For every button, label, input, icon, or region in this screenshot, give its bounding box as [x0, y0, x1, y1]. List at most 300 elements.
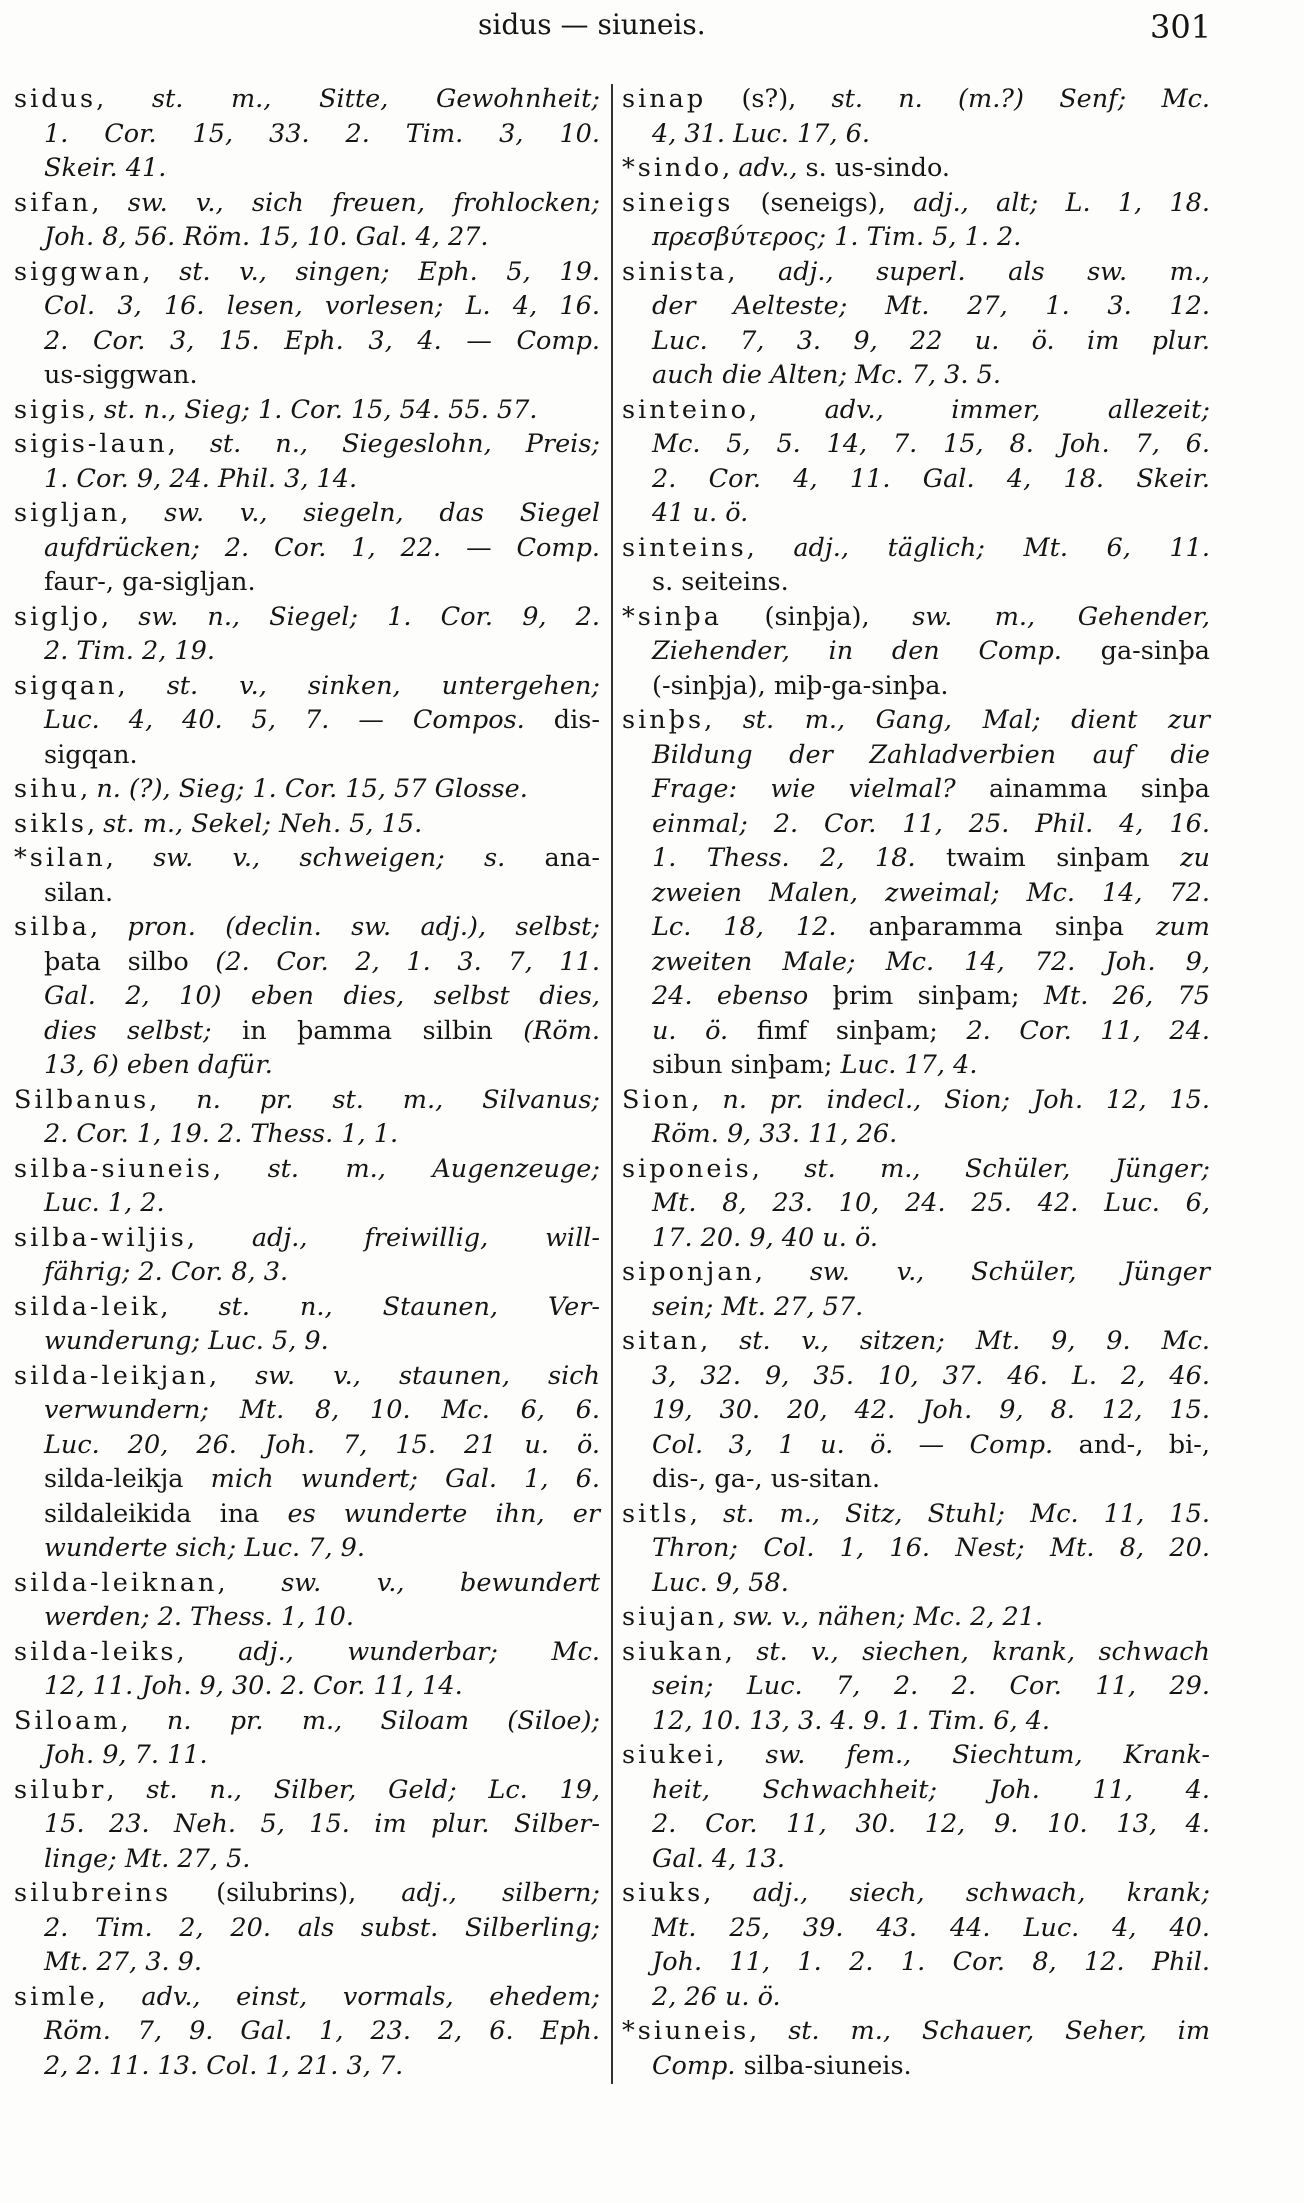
italic-text: 2, 26 u. ö.: [652, 1981, 781, 2012]
italic-text: Gal. 2, 10) eben dies, selbst dies,: [44, 981, 600, 1011]
dictionary-entry: [14, 669, 600, 773]
entry-line: [622, 117, 1210, 152]
entry-line: [14, 255, 600, 290]
italic-text: zweien Malen, zweimal; Mc. 14, 72.: [652, 877, 1210, 908]
italic-text: n. pr. m., Siloam (Siloe);: [166, 1705, 600, 1736]
entry-line: [622, 1635, 1210, 1670]
roman-text: ,: [186, 1222, 252, 1253]
entry-line: [622, 2049, 1210, 2084]
italic-text: Luc. 1, 2.: [44, 1188, 165, 1218]
roman-text: sigqan.: [44, 739, 138, 770]
entry-line: [622, 289, 1210, 324]
dictionary-entry: [622, 531, 1210, 600]
entry-line: [622, 1324, 1210, 1359]
italic-text: 2. Cor. 11, 24.: [966, 1015, 1210, 1046]
entry-line: [622, 772, 1210, 807]
italic-text: aufdrücken; 2. Cor. 1, 22. — Comp.: [44, 532, 600, 563]
italic-text: 17. 20. 9, 40 u. ö.: [652, 1222, 878, 1253]
roman-text: sildaleikida ina: [44, 1498, 288, 1529]
italic-text: sw. fem., Siechtum, Krank-: [765, 1740, 1210, 1770]
entry-line: [622, 2014, 1210, 2049]
italic-text: Col. 3, 16. lesen, vorlesen; L. 4, 16.: [44, 291, 600, 321]
dictionary-entry: [14, 772, 600, 807]
italic-text: auch die Alten; Mc. 7, 3. 5.: [652, 360, 1001, 390]
entry-line: [14, 565, 600, 600]
running-header: sidus — siuneis.: [478, 8, 706, 41]
italic-text: n. (?), Sieg; 1. Cor. 15, 57 Glosse.: [96, 774, 528, 804]
roman-text: ,: [96, 84, 152, 114]
entry-line: [622, 1773, 1210, 1808]
entry-line: [622, 1531, 1210, 1566]
headword: sihu: [14, 774, 81, 804]
roman-text: ,: [703, 1878, 753, 1908]
entry-line: [14, 393, 600, 428]
entry-line: [622, 1842, 1210, 1877]
entry-line: [14, 1600, 600, 1635]
dictionary-entry: [622, 1255, 1210, 1324]
roman-text: (seneigs),: [733, 187, 914, 218]
italic-text: Frage: wie vielmal?: [652, 774, 956, 804]
italic-text: 12, 11. Joh. 9, 30. 2. Cor. 11, 14.: [44, 1671, 463, 1701]
dictionary-entry: [14, 1635, 600, 1704]
italic-text: Bildung der Zahladverbien auf die: [652, 739, 1210, 770]
headword: *siuneis: [622, 2016, 750, 2046]
italic-text: adj., superl. als sw. m.,: [778, 256, 1210, 287]
entry-line: [622, 1186, 1210, 1221]
entry-line: [622, 979, 1210, 1014]
italic-text: sw. v., nähen; Mc. 2, 21.: [733, 1602, 1044, 1632]
italic-text: 2, 2. 11. 13. Col. 1, 21. 3, 7.: [44, 2050, 404, 2081]
roman-text: (sinþja),: [721, 601, 913, 632]
italic-text: 1. Cor. 15, 33. 2. Tim. 3, 10.: [44, 118, 600, 149]
entry-line: [622, 496, 1210, 531]
dictionary-entry: [622, 1635, 1210, 1739]
entry-line: [622, 255, 1210, 290]
entry-line: [622, 462, 1210, 497]
roman-text: ,: [208, 1360, 256, 1391]
right-column: [622, 82, 1210, 2083]
italic-text: zu: [1180, 843, 1210, 873]
italic-text: 24. ebenso: [652, 981, 809, 1011]
dictionary-entry: [14, 186, 600, 255]
entry-line: [14, 1393, 600, 1428]
headword: siukei: [622, 1740, 717, 1770]
entry-line: [622, 1221, 1210, 1256]
italic-text: sw. n., Siegel; 1. Cor. 9, 2.: [138, 601, 601, 632]
entry-line: [14, 1704, 600, 1739]
dictionary-entry: [622, 1876, 1210, 2014]
roman-text: ,: [700, 1326, 740, 1356]
entry-line: [622, 1014, 1210, 1049]
entry-line: [14, 634, 600, 669]
roman-text: dis-, ga-, us-sitan.: [652, 1464, 881, 1494]
entry-line: [14, 910, 600, 945]
column-divider: [611, 84, 613, 2084]
entry-line: [14, 2049, 600, 2084]
headword: sitls: [622, 1498, 690, 1529]
italic-text: mich wundert; Gal. 1, 6.: [210, 1464, 600, 1494]
italic-text: 2. Cor. 11, 30. 12, 9. 10. 13, 4.: [652, 1809, 1210, 1839]
dictionary-entry: [622, 703, 1210, 1083]
entry-line: [14, 979, 600, 1014]
roman-text: ,: [746, 532, 794, 563]
italic-text: st. n., Staunen, Ver-: [218, 1291, 600, 1322]
entry-line: [14, 600, 600, 635]
italic-text: Lc. 18, 12.: [652, 912, 837, 942]
page-number: 301: [1150, 8, 1212, 46]
italic-text: Col. 3, 1 u. ö. — Comp.: [652, 1429, 1054, 1460]
entry-line: [622, 1911, 1210, 1946]
italic-text: n. pr. st. m., Silvanus;: [196, 1084, 600, 1115]
entry-line: [14, 427, 600, 462]
headword: sinþs: [622, 705, 705, 735]
italic-text: sw. v., schweigen; s.: [153, 843, 506, 873]
entry-line: [622, 1738, 1210, 1773]
headword: sitan: [622, 1326, 701, 1356]
headword: silba: [14, 912, 90, 942]
italic-text: 3, 32. 9, 35. 10, 37. 46. L. 2, 46.: [652, 1360, 1210, 1391]
headword: siponjan: [622, 1257, 755, 1287]
roman-text: anþaramma sinþa: [836, 912, 1156, 942]
italic-text: 13, 6) eben dafür.: [44, 1050, 273, 1080]
dictionary-entry: [14, 841, 600, 910]
italic-text: Luc. 4, 40. 5, 7. — Compos.: [44, 705, 525, 735]
dictionary-entry: [14, 82, 600, 186]
entry-line: [14, 324, 600, 359]
headword: *silan: [14, 843, 106, 873]
roman-text: silan.: [44, 877, 114, 908]
dictionary-entry: [14, 1773, 600, 1877]
entry-line: [622, 1462, 1210, 1497]
entry-line: [14, 1635, 600, 1670]
italic-text: 2. Cor. 4, 11. Gal. 4, 18. Skeir.: [652, 463, 1210, 494]
italic-text: Luc. 20, 26. Joh. 7, 15. 21 u. ö.: [44, 1429, 600, 1460]
italic-text: zum: [1155, 912, 1210, 942]
roman-text: ,: [751, 1153, 805, 1184]
entry-line: [14, 82, 600, 117]
entry-line: [14, 1359, 600, 1394]
entry-line: [14, 807, 600, 842]
dictionary-entry: [14, 600, 600, 669]
headword: sinista: [622, 256, 728, 287]
entry-line: [622, 186, 1210, 221]
entry-line: [14, 1911, 600, 1946]
italic-text: st. n., Silber, Geld; Lc. 19,: [146, 1774, 600, 1805]
dictionary-entry: [622, 186, 1210, 255]
dictionary-entry: [622, 1324, 1210, 1497]
roman-text: (-sinþja), miþ-ga-sinþa.: [652, 670, 949, 701]
entry-line: [622, 1255, 1210, 1290]
entry-line: [622, 1359, 1210, 1394]
roman-text: ,: [167, 429, 210, 459]
roman-text: ainamma sinþa: [955, 774, 1210, 804]
entry-line: [622, 1876, 1210, 1911]
roman-text: (s?),: [706, 84, 832, 114]
italic-text: Comp.: [652, 2050, 736, 2081]
entry-line: [622, 82, 1210, 117]
italic-text: Luc. 9, 58.: [652, 1567, 789, 1598]
italic-text: st. v., siechen, krank, schwach: [756, 1636, 1210, 1667]
italic-text: Ziehender, in den Comp.: [652, 636, 1062, 666]
italic-text: der Aelteste; Mt. 27, 1. 3. 12.: [652, 291, 1210, 321]
italic-text: es wunderte ihn, er: [287, 1498, 601, 1529]
entry-line: [14, 289, 600, 324]
dictionary-entry: [14, 1704, 600, 1773]
italic-text: Skeir. 41.: [44, 153, 167, 183]
headword: sikls: [14, 808, 87, 839]
italic-text: 2. Cor. 1, 19. 2. Thess. 1, 1.: [44, 1119, 399, 1149]
headword: sigis: [14, 394, 88, 425]
italic-text: Mt. 27, 3. 9.: [44, 1947, 202, 1977]
italic-text: st. m., Schauer, Seher, im: [788, 2016, 1210, 2046]
roman-text: þrim sinþam;: [808, 981, 1044, 1011]
headword: sigljan: [14, 498, 121, 528]
roman-text: ,: [91, 187, 128, 218]
entry-line: [14, 1152, 600, 1187]
entry-line: [14, 462, 600, 497]
italic-text: sw. v., sich freuen, frohlocken;: [127, 187, 600, 218]
roman-text: ,: [717, 1602, 734, 1632]
entry-line: [622, 1566, 1210, 1601]
roman-text: ana-: [505, 843, 600, 873]
italic-text: st. v., sitzen; Mt. 9, 9. Mc.: [739, 1326, 1210, 1356]
italic-text: werden; 2. Thess. 1, 10.: [44, 1602, 354, 1632]
roman-text: in þamma silbin: [211, 1015, 524, 1046]
italic-text: u. ö.: [652, 1015, 729, 1046]
entry-line: [622, 1600, 1210, 1635]
italic-text: adj., wunderbar; Mc.: [238, 1636, 600, 1667]
entry-line: [14, 1186, 600, 1221]
italic-text: 1. Cor. 9, 24. Phil. 3, 14.: [44, 463, 358, 494]
entry-line: [14, 1014, 600, 1049]
headword: silba-wiljis: [14, 1222, 187, 1253]
entry-line: [622, 876, 1210, 911]
italic-text: st. m., Augenzeuge;: [267, 1153, 600, 1184]
roman-text: ,: [120, 498, 165, 528]
italic-text: 19, 30. 20, 42. Joh. 9, 8. 12, 15.: [652, 1395, 1210, 1425]
roman-text: ,: [212, 1153, 268, 1184]
headword: silubreins: [14, 1878, 172, 1908]
entry-line: [14, 358, 600, 393]
entry-line: [622, 1152, 1210, 1187]
headword: Sion: [622, 1084, 692, 1115]
roman-text: ,: [80, 774, 97, 804]
italic-text: Luc. 17, 4.: [840, 1050, 978, 1080]
entry-line: [622, 1428, 1210, 1463]
entry-line: [14, 1531, 600, 1566]
italic-text: Mc. 5, 5. 14, 7. 15, 8. Joh. 7, 6.: [652, 429, 1210, 459]
headword: sifan: [14, 187, 92, 218]
italic-text: sein; Luc. 7, 2. 2. Cor. 11, 29.: [652, 1671, 1210, 1701]
dictionary-entry: [622, 393, 1210, 531]
roman-text: faur-, ga-sigljan.: [44, 567, 256, 597]
entry-line: [622, 703, 1210, 738]
entry-line: [622, 358, 1210, 393]
dictionary-entry: [622, 1152, 1210, 1256]
dictionary-entry: [14, 1221, 600, 1290]
italic-text: st. m., Sitz, Stuhl; Mc. 11, 15.: [722, 1498, 1210, 1529]
entry-line: [14, 738, 600, 773]
entry-line: [14, 1566, 600, 1601]
headword: Siloam: [14, 1705, 121, 1736]
left-column: [14, 82, 600, 2083]
italic-text: Joh. 9, 7. 11.: [44, 1740, 208, 1770]
headword: siuks: [622, 1878, 704, 1908]
entry-line: [622, 220, 1210, 255]
entry-line: [622, 1669, 1210, 1704]
entry-line: [14, 669, 600, 704]
italic-text: πρεσβύτερος; 1. Tim. 5, 1. 2.: [652, 222, 1022, 252]
roman-text: ,: [217, 1567, 282, 1598]
italic-text: adv.,: [738, 153, 798, 183]
italic-text: sw. v., Schüler, Jünger: [809, 1257, 1210, 1287]
italic-text: Joh. 8, 56. Röm. 15, 10. Gal. 4, 27.: [44, 222, 489, 252]
roman-text: ,: [120, 1705, 167, 1736]
roman-text: ,: [754, 1257, 810, 1287]
entry-line: [622, 807, 1210, 842]
roman-text: dis-: [524, 705, 600, 735]
entry-line: [622, 1807, 1210, 1842]
entry-line: [14, 841, 600, 876]
italic-text: 2. Cor. 3, 15. Eph. 3, 4. — Comp.: [44, 325, 600, 356]
roman-text: ,: [727, 256, 778, 287]
entry-line: [14, 1117, 600, 1152]
headword: sinap: [622, 84, 707, 114]
entry-line: [622, 324, 1210, 359]
italic-text: wunderung; Luc. 5, 9.: [44, 1326, 329, 1356]
italic-text: Mt. 25, 39. 43. 44. Luc. 4, 40.: [652, 1912, 1210, 1943]
dictionary-entry: [14, 1876, 600, 1980]
entry-line: [14, 1773, 600, 1808]
headword: sinteins: [622, 532, 747, 563]
italic-text: (2. Cor. 2, 1. 3. 7, 11.: [215, 946, 600, 977]
italic-text: Luc. 7, 3. 9, 22 u. ö. im plur.: [652, 325, 1210, 356]
entry-line: [14, 1669, 600, 1704]
entry-line: [14, 1738, 600, 1773]
entry-line: [622, 1945, 1210, 1980]
dictionary-entry: [14, 1083, 600, 1152]
dictionary-entry: [622, 1600, 1210, 1635]
entry-line: [14, 1876, 600, 1911]
italic-text: st. m., Sitte, Gewohnheit;: [151, 84, 600, 114]
italic-text: st. n. (m.?) Senf; Mc.: [831, 84, 1210, 114]
italic-text: 15. 23. Neh. 5, 15. im plur. Silber-: [44, 1809, 600, 1839]
entry-line: [622, 151, 1210, 186]
entry-line: [622, 669, 1210, 704]
dictionary-entry: [622, 151, 1210, 186]
italic-text: sw. v., siegeln, das Siegel: [164, 498, 600, 528]
dictionary-entry: [14, 910, 600, 1083]
italic-text: st. v., sinken, untergehen;: [166, 670, 600, 701]
entry-line: [14, 1255, 600, 1290]
entry-line: [14, 531, 600, 566]
dictionary-entry: [14, 496, 600, 600]
roman-text: ,: [716, 1740, 766, 1770]
italic-text: n. pr. indecl., Sion; Joh. 12, 15.: [722, 1084, 1210, 1115]
entry-line: [622, 1980, 1210, 2015]
entry-line: [14, 772, 600, 807]
italic-text: st. v., singen; Eph. 5, 19.: [179, 256, 600, 287]
entry-line: [14, 186, 600, 221]
entry-line: [14, 1221, 600, 1256]
roman-text: silba-siuneis.: [735, 2050, 912, 2081]
roman-text: silda-leikja: [44, 1464, 211, 1494]
roman-text: ,: [100, 601, 139, 632]
italic-text: st. m., Schüler, Jünger;: [804, 1153, 1211, 1184]
dictionary-entry: [622, 82, 1210, 151]
roman-text: ,: [748, 394, 825, 425]
roman-text: (silubrins),: [171, 1878, 402, 1908]
headword: sigis-laun: [14, 429, 168, 459]
roman-text: ,: [749, 2016, 789, 2046]
italic-text: sw. m., Gehender,: [912, 601, 1211, 632]
italic-text: Thron; Col. 1, 16. Nest; Mt. 8, 20.: [652, 1533, 1210, 1563]
dictionary-entry: [14, 427, 600, 496]
entry-line: [622, 1117, 1210, 1152]
dictionary-entry: [14, 1290, 600, 1359]
entry-line: [622, 531, 1210, 566]
headword: silubr: [14, 1774, 107, 1805]
entry-line: [14, 1980, 600, 2015]
italic-text: st. m., Gang, Mal; dient zur: [742, 705, 1210, 735]
headword: sigljo: [14, 601, 101, 632]
entry-line: [14, 1290, 600, 1325]
italic-text: fährig; 2. Cor. 8, 3.: [44, 1257, 289, 1287]
dictionary-entry: [14, 1152, 600, 1221]
entry-line: [14, 876, 600, 911]
roman-text: ,: [176, 1636, 239, 1667]
italic-text: 41 u. ö.: [652, 498, 749, 528]
dictionary-entry: [622, 255, 1210, 393]
italic-text: verwundern; Mt. 8, 10. Mc. 6, 6.: [44, 1395, 600, 1425]
italic-text: wunderte sich; Luc. 7, 9.: [44, 1533, 365, 1563]
headword: siponeis: [622, 1153, 752, 1184]
dictionary-entry: [622, 2014, 1210, 2083]
roman-text: ga-sinþa: [1061, 636, 1210, 666]
roman-text: ,: [105, 843, 154, 873]
italic-text: adj., täglich; Mt. 6, 11.: [793, 532, 1211, 563]
roman-text: ,: [86, 808, 104, 839]
italic-text: linge; Mt. 27, 5.: [44, 1843, 251, 1874]
dictionary-entry: [622, 1083, 1210, 1152]
italic-text: adj., siech, schwach, krank;: [752, 1878, 1211, 1908]
entry-line: [14, 1083, 600, 1118]
roman-text: ,: [689, 1498, 723, 1529]
dictionary-entry: [14, 393, 600, 428]
italic-text: dies selbst;: [44, 1015, 212, 1046]
headword: siukan: [622, 1636, 725, 1667]
headword: sineigs: [622, 187, 734, 218]
italic-text: 4, 31. Luc. 17, 6.: [652, 118, 870, 149]
dictionary-entry: [14, 255, 600, 393]
entry-line: [622, 1083, 1210, 1118]
entry-line: [622, 634, 1210, 669]
entry-line: [14, 1048, 600, 1083]
entry-line: [622, 910, 1210, 945]
entry-line: [14, 151, 600, 186]
italic-text: st. m., Sekel; Neh. 5, 15.: [103, 808, 423, 839]
headword: silda-leiknan: [14, 1567, 218, 1598]
italic-text: adv., immer, allezeit;: [824, 394, 1210, 425]
entry-line: [622, 600, 1210, 635]
headword: siujan: [622, 1602, 718, 1632]
roman-text: ,: [691, 1084, 723, 1115]
dictionary-entry: [622, 600, 1210, 704]
entry-line: [622, 945, 1210, 980]
roman-text: ,: [97, 1981, 142, 2012]
italic-text: pron. (declin. sw. adj.), selbst;: [127, 912, 601, 942]
italic-text: adj., freiwillig, will-: [251, 1222, 600, 1253]
